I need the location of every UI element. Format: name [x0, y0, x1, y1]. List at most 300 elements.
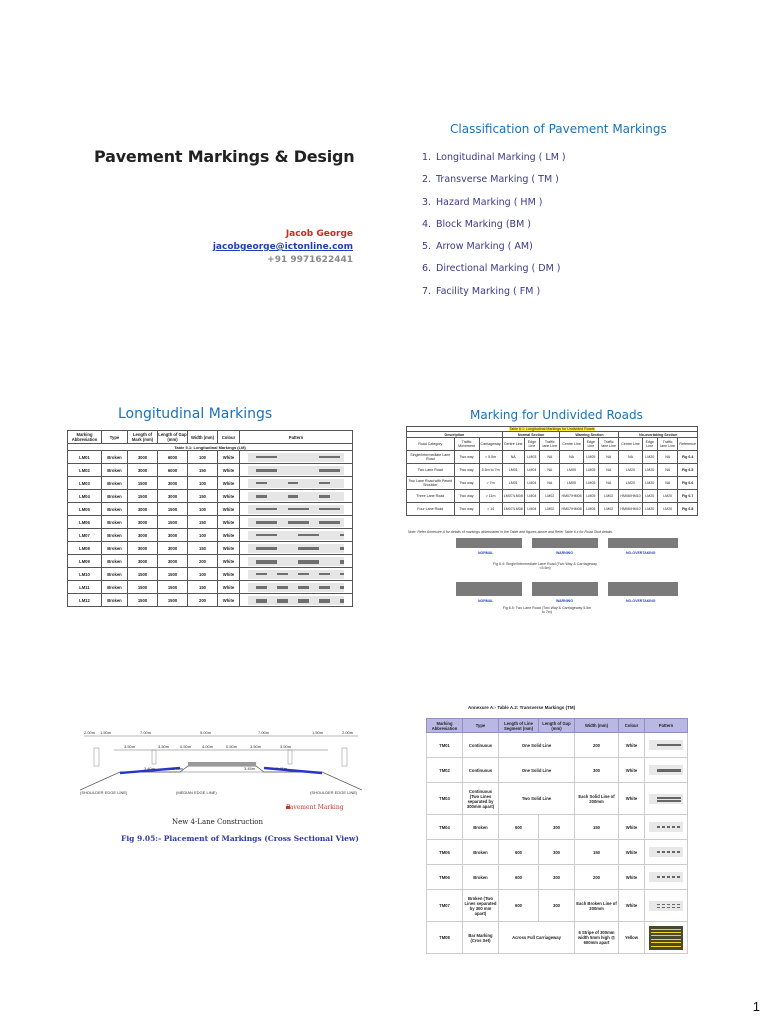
dash-mark: [340, 586, 344, 589]
table-cell: Two Solid Line: [499, 783, 575, 815]
dash-mark: [256, 456, 277, 458]
fig-label: WARNING: [556, 551, 573, 555]
table-cell: > 11m: [479, 490, 502, 503]
table-note: Note: Refer Annexure A for details of markings abbreviated in the Table and figures above and Refer Table 6.x for Road Stud details.: [408, 530, 614, 534]
pattern-cell: [240, 542, 353, 555]
marking-pattern: [649, 765, 683, 775]
table-cell: LM20: [642, 477, 657, 490]
table-row: [427, 840, 688, 865]
column-header: Traffic Movement: [454, 438, 479, 451]
table-cell: 150: [575, 840, 619, 865]
dimension-label: 4.00m: [202, 744, 214, 749]
table-cell: Broken: [102, 503, 128, 516]
dash-mark: [288, 482, 299, 484]
table-cell: LM06: [68, 516, 102, 529]
table-row: [407, 451, 698, 464]
dash-mark: [256, 521, 277, 524]
table-cell: LM02: [68, 464, 102, 477]
table-cell: White: [619, 815, 645, 840]
pattern-cell: [645, 922, 688, 954]
longitudinal-title: Longitudinal Markings: [118, 406, 273, 422]
table-cell: 200: [188, 594, 218, 607]
table-cell: LM04: [68, 490, 102, 503]
table-cell: Broken: [102, 594, 128, 607]
table-cell: White: [619, 783, 645, 815]
table-cell: LM02: [540, 503, 560, 516]
table-cell: White: [619, 840, 645, 865]
table-cell: NA: [658, 477, 678, 490]
table-cell: TM04: [427, 815, 463, 840]
table-row: [68, 529, 353, 542]
table-cell: LM05: [583, 451, 598, 464]
table-cell: Broken: [102, 555, 128, 568]
table-cell: 1500: [128, 594, 158, 607]
dimension-label: 3.45m: [276, 766, 288, 771]
table-cell: 3000: [158, 490, 188, 503]
presentation-title: Pavement Markings & Design: [94, 147, 355, 166]
table-row: [68, 555, 353, 568]
dash-mark: [667, 876, 670, 878]
diagram-subtitle: New 4-Lane Construction: [172, 818, 264, 826]
table-cell: 150: [188, 464, 218, 477]
column-header: Edge Line: [524, 438, 539, 451]
table-cell: Two way: [454, 464, 479, 477]
table-cell: < 5.5m: [479, 451, 502, 464]
fig-label: NORMAL: [478, 599, 494, 603]
table-cell: LM03: [68, 477, 102, 490]
list-item: 4. Block Marking (BM ): [422, 218, 531, 230]
pattern-cell: [240, 451, 353, 464]
table-cell: Broken: [102, 581, 128, 594]
table-cell: LM03: [524, 451, 539, 464]
table-cell: LM07/LM08: [502, 503, 524, 516]
column-header: Carriageway: [479, 438, 502, 451]
table-cell: 5.5m to 7m: [479, 464, 502, 477]
table-cell: 6000: [158, 464, 188, 477]
column-header: Centre Line: [619, 438, 642, 451]
table-cell: HM06/HM10: [619, 503, 642, 516]
table-cell: 300: [575, 758, 619, 783]
table-cell: 3000: [158, 477, 188, 490]
longitudinal-markings-table: [67, 430, 353, 607]
dimension-label: 3.50m: [158, 744, 170, 749]
pattern-cell: [240, 490, 353, 503]
table-cell: Fig 6.4: [678, 451, 698, 464]
table-cell: White: [218, 477, 240, 490]
table-caption: Table 6.1: Longitudinal Markings for Undivided Roads: [509, 427, 595, 431]
dash-mark: [277, 573, 288, 575]
pattern-cell: [240, 568, 353, 581]
pattern-cell: [240, 477, 353, 490]
dash-mark: [672, 907, 675, 909]
table-cell: TM01: [427, 733, 463, 758]
column-header: Width (mm): [575, 719, 619, 733]
list-item: 6. Directional Marking ( DM ): [422, 263, 561, 275]
table-cell: Each Solid Line of 200mm: [575, 783, 619, 815]
table-cell: 3000: [128, 542, 158, 555]
marking-pattern: [649, 740, 683, 750]
table-cell: Continuous: [463, 733, 499, 758]
table-cell: LM12: [68, 594, 102, 607]
group-header: Normal Section: [502, 432, 560, 438]
dash-mark: [319, 508, 340, 510]
pattern-cell: [645, 815, 688, 840]
dash-mark: [298, 599, 309, 603]
table-cell: 300: [539, 840, 575, 865]
dash-mark: [672, 851, 675, 853]
pattern-cell: [240, 516, 353, 529]
list-item: 1. Longitudinal Marking ( LM ): [422, 152, 566, 163]
table-cell: One Solid Line: [499, 758, 575, 783]
column-header: Traffic lane Line: [599, 438, 619, 451]
dash-mark: [319, 469, 340, 472]
dash-mark: [657, 851, 660, 853]
dash-mark: [288, 495, 299, 498]
solid-line-mark: [657, 797, 681, 799]
table-cell: Two way: [454, 477, 479, 490]
table-cell: 3000: [128, 555, 158, 568]
marking-pattern: [649, 926, 683, 950]
dimension-label: 7.00m: [140, 730, 152, 735]
bar-stripe: [651, 935, 681, 936]
dimension-label: 0.50m: [180, 744, 192, 749]
dash-mark: [277, 586, 288, 589]
undivided-roads-title: Marking for Undivided Roads: [470, 408, 643, 422]
table-row: [68, 542, 353, 555]
column-header: Colour: [619, 719, 645, 733]
table-cell: TM02: [427, 758, 463, 783]
dash-mark: [667, 826, 670, 828]
table-cell: LM20: [642, 464, 657, 477]
table-cell: Two way: [454, 451, 479, 464]
table-cell: LM08: [68, 542, 102, 555]
pattern-cell: [645, 733, 688, 758]
table-cell: LM20: [658, 503, 678, 516]
dash-mark: [672, 904, 675, 906]
table-cell: 3000: [128, 503, 158, 516]
author-phone: +91 9971622441: [267, 255, 353, 265]
table-cell: Fig 6.8: [678, 503, 698, 516]
group-header: Description: [407, 432, 503, 438]
table-cell: LM20: [619, 464, 642, 477]
marking-pattern: [248, 505, 344, 514]
table-cell: LM04: [524, 464, 539, 477]
transverse-table-title: Annexure A:- Table A.2: Transverse Markings (TM): [468, 705, 576, 710]
table-row: [68, 503, 353, 516]
edge-line-label: (SHOULDER EDGE LINE): [80, 790, 128, 795]
road-diagram-no-overtaking: [608, 538, 678, 548]
table-cell: LM05: [560, 477, 583, 490]
table-cell: NA: [540, 464, 560, 477]
dash-mark: [677, 826, 680, 828]
table-cell: 1500: [158, 581, 188, 594]
pattern-cell: [645, 890, 688, 922]
table-row: [427, 758, 688, 783]
table-cell: LM20: [642, 490, 657, 503]
table-row: [407, 464, 698, 477]
table-cell: 150: [188, 542, 218, 555]
road-diagram-warning: [532, 538, 598, 548]
dash-mark: [657, 826, 660, 828]
dash-mark: [256, 573, 267, 575]
table-cell: 1500: [128, 490, 158, 503]
table-cell: White: [218, 490, 240, 503]
pattern-cell: [645, 758, 688, 783]
table-cell: TM08: [427, 922, 463, 954]
marking-pattern: [248, 596, 344, 605]
table-cell: 200: [188, 555, 218, 568]
table-cell: White: [218, 581, 240, 594]
table-cell: Each Broken Line of 200mm: [575, 890, 619, 922]
dash-mark: [256, 482, 267, 484]
dash-mark: [298, 547, 319, 550]
table-cell: White: [218, 529, 240, 542]
table-cell: LM01: [502, 464, 524, 477]
dash-mark: [677, 851, 680, 853]
dash-mark: [319, 495, 330, 498]
table-cell: White: [619, 890, 645, 922]
table-cell: NA: [502, 451, 524, 464]
dash-mark: [288, 508, 309, 510]
column-header: Pattern: [240, 431, 353, 444]
table-cell: LM20: [642, 451, 657, 464]
cross-section-diagram: [80, 728, 362, 848]
figure-caption: Fig 6.5: Two Lane Road (Two Way & Carriageway 5.5m to 7m): [502, 606, 592, 614]
table-cell: 150: [188, 490, 218, 503]
table-row: [68, 568, 353, 581]
group-header: Warning Section: [560, 432, 619, 438]
table-cell: 300: [539, 865, 575, 890]
dash-mark: [319, 456, 340, 458]
dash-mark: [319, 599, 330, 603]
table-cell: NA: [658, 464, 678, 477]
table-cell: 100: [188, 568, 218, 581]
road-diagram-no-overtaking: [608, 582, 678, 596]
marking-pattern: [649, 847, 683, 857]
dash-mark: [256, 586, 267, 589]
table-cell: LM10: [68, 568, 102, 581]
dash-mark: [256, 508, 277, 510]
figure-caption: Fig 9.05:- Placement of Markings (Cross Sectional View): [121, 834, 359, 843]
column-header: Traffic lane Line: [540, 438, 560, 451]
fig-label: NORMAL: [478, 551, 494, 555]
column-header: Colour: [218, 431, 240, 444]
table-cell: LM02: [599, 503, 619, 516]
dash-mark: [657, 876, 660, 878]
dash-mark: [288, 521, 309, 524]
dimension-label: 1.50m: [312, 730, 324, 735]
dimension-label: 0.50m: [226, 744, 238, 749]
table-row: [68, 451, 353, 464]
dash-mark: [662, 826, 665, 828]
table-cell: Broken: [463, 815, 499, 840]
fig-label: WARNING: [556, 599, 573, 603]
column-header: Centre Line: [560, 438, 583, 451]
table-cell: NA: [658, 451, 678, 464]
dash-mark: [298, 560, 319, 564]
dash-mark: [340, 599, 344, 603]
dash-mark: [319, 573, 330, 575]
table-cell: Two Lane Road: [407, 464, 455, 477]
table-cell: NA: [599, 464, 619, 477]
column-header: Marking Abbreviation: [68, 431, 102, 444]
dash-mark: [319, 521, 340, 524]
dash-mark: [662, 904, 665, 906]
table-cell: Broken: [102, 490, 128, 503]
edge-line-label: (MEDIAN EDGE LINE): [176, 790, 217, 795]
table-cell: Broken: [463, 865, 499, 890]
table-cell: Broken: [102, 542, 128, 555]
table-cell: Single/Intermediate Lane Road: [407, 451, 455, 464]
dash-mark: [667, 907, 670, 909]
list-item: 3. Hazard Marking ( HM ): [422, 196, 543, 208]
table-cell: TM06: [427, 865, 463, 890]
table-cell: White: [619, 865, 645, 890]
marking-pattern: [248, 453, 344, 462]
dash-mark: [672, 826, 675, 828]
table-cell: White: [619, 733, 645, 758]
dash-mark: [662, 876, 665, 878]
table-row: [427, 815, 688, 840]
dash-mark: [256, 534, 277, 536]
marking-pattern: [248, 518, 344, 527]
table-cell: LM04: [524, 503, 539, 516]
column-header: Pattern: [645, 719, 688, 733]
table-cell: NA: [560, 451, 583, 464]
table-cell: Broken: [102, 451, 128, 464]
table-cell: 3000: [128, 451, 158, 464]
dash-mark: [256, 560, 277, 564]
dimension-label: 1.50m: [100, 730, 112, 735]
column-header: Length of Line Segment (mm): [499, 719, 539, 733]
pattern-cell: [645, 865, 688, 890]
table-cell: LM07/LM08: [502, 490, 524, 503]
table-row: [427, 865, 688, 890]
table-cell: Bar Marking (Cros Set): [463, 922, 499, 954]
dash-mark: [340, 573, 344, 575]
table-cell: 3000: [158, 542, 188, 555]
table-cell: Fig 6.6: [678, 477, 698, 490]
table-row: [407, 490, 698, 503]
pattern-cell: [240, 529, 353, 542]
table-cell: Continuous: [463, 758, 499, 783]
table-cell: 100: [188, 503, 218, 516]
column-header: Road Category: [407, 438, 455, 451]
legend-pavement-marking: Pavement Marking: [286, 804, 344, 811]
table-cell: > 14: [479, 503, 502, 516]
list-item: 7. Facility Marking ( FM ): [422, 285, 541, 297]
solid-line-mark: [657, 769, 681, 772]
table-cell: Fig 6.7: [678, 490, 698, 503]
table-cell: LM11: [68, 581, 102, 594]
pattern-cell: [240, 555, 353, 568]
table-cell: LM04: [524, 490, 539, 503]
column-header: Type: [102, 431, 128, 444]
table-cell: Broken: [102, 529, 128, 542]
table-row: [68, 477, 353, 490]
column-header: Length of Gap (mm): [158, 432, 187, 442]
table-cell: 3000: [128, 464, 158, 477]
fig-label: NO-OVERTAKING: [626, 599, 656, 603]
group-header: No-overtaking Section: [619, 432, 698, 438]
table-row: [68, 581, 353, 594]
table-cell: 300: [539, 890, 575, 922]
table-cell: White: [218, 516, 240, 529]
table-cell: NA: [599, 451, 619, 464]
table-cell: 1500: [158, 503, 188, 516]
dimension-label: 3.50m: [124, 744, 136, 749]
table-caption: Table 5.1: Longitudinal Markings (LM): [68, 444, 353, 451]
table-row: [427, 890, 688, 922]
dash-mark: [667, 851, 670, 853]
dimension-label: 3.45m: [244, 766, 256, 771]
dash-mark: [340, 534, 344, 536]
table-cell: LM02: [599, 490, 619, 503]
dash-mark: [340, 560, 344, 564]
table-cell: Two Lane Road with Paved Shoulder: [407, 477, 455, 490]
table-cell: TM05: [427, 840, 463, 865]
road-diagram-normal: [456, 582, 522, 596]
table-cell: 600: [499, 815, 539, 840]
marking-pattern: [248, 557, 344, 566]
table-cell: 1500: [128, 581, 158, 594]
table-cell: LM05: [583, 490, 598, 503]
table-cell: LM04: [524, 477, 539, 490]
dimension-label: 7.00m: [258, 730, 270, 735]
column-header: Traffic lane Line: [658, 438, 678, 451]
table-cell: 6000: [158, 451, 188, 464]
table-cell: White: [619, 758, 645, 783]
dash-mark: [298, 586, 309, 589]
pattern-cell: [645, 840, 688, 865]
bar-stripe: [651, 942, 681, 943]
table-cell: Fig 6.5: [678, 464, 698, 477]
column-header: Length of Mark (mm): [128, 431, 158, 444]
table-cell: White: [218, 555, 240, 568]
bar-stripe: [651, 946, 681, 947]
table-cell: White: [218, 594, 240, 607]
table-cell: TM07: [427, 890, 463, 922]
dimension-label: 2.00m: [342, 730, 354, 735]
dash-mark: [657, 904, 660, 906]
table-cell: 100: [188, 529, 218, 542]
table-cell: 150: [188, 516, 218, 529]
table-cell: 1500: [128, 568, 158, 581]
table-cell: 600: [499, 840, 539, 865]
column-header: Reference: [678, 438, 698, 451]
marking-pattern: [248, 531, 344, 540]
dash-mark: [667, 904, 670, 906]
dash-mark: [657, 907, 660, 909]
author-email-link[interactable]: jacobgeorge@ictonline.com: [212, 242, 353, 252]
table-cell: LM07: [68, 529, 102, 542]
marking-pattern: [248, 492, 344, 501]
table-cell: LM09: [68, 555, 102, 568]
table-cell: 3000: [128, 516, 158, 529]
classification-list: [422, 152, 566, 308]
pattern-cell: [240, 594, 353, 607]
table-cell: Continuous (Two Lines separated by 300mm apart): [463, 783, 499, 815]
table-cell: LM20: [658, 490, 678, 503]
table-cell: LM01: [502, 477, 524, 490]
table-row: [407, 477, 698, 490]
table-cell: White: [218, 568, 240, 581]
table-cell: LM05: [583, 503, 598, 516]
table-cell: Broken: [102, 568, 128, 581]
table-cell: 3000: [158, 529, 188, 542]
marking-pattern: [248, 570, 344, 579]
column-header: Length of Gap (mm): [539, 719, 575, 733]
